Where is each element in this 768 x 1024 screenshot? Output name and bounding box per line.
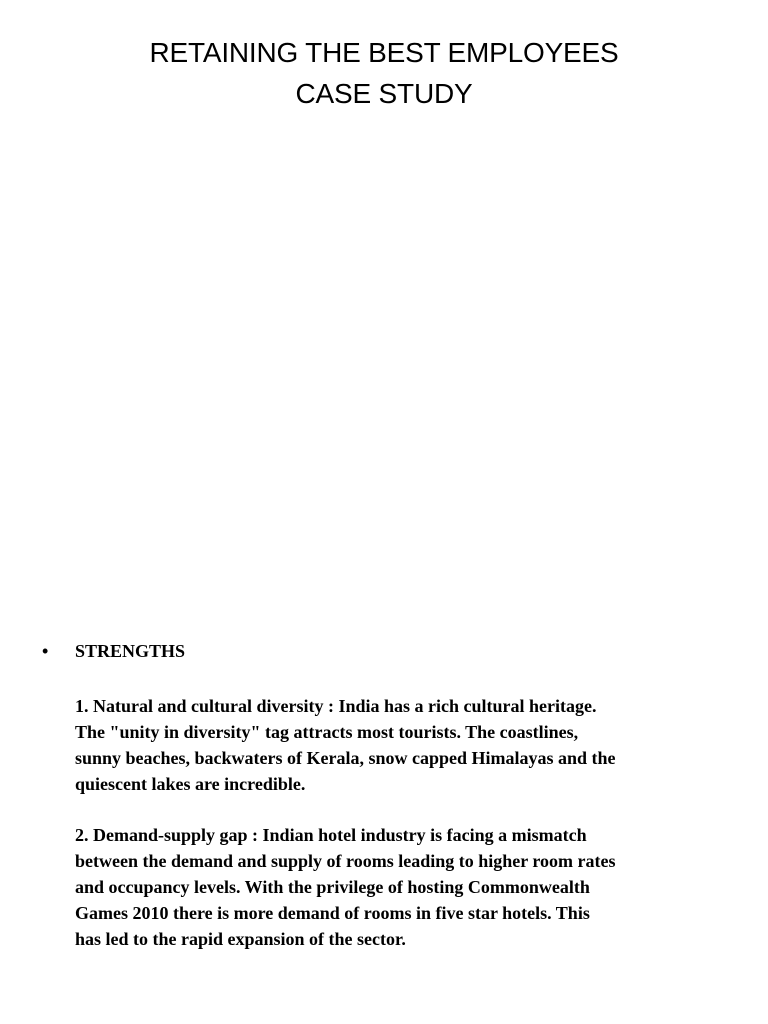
title-line-2: CASE STUDY [295,78,473,109]
paragraph-line: quiescent lakes are incredible. [75,774,306,794]
section-heading: STRENGTHS [75,641,186,661]
paragraph-line: Games 2010 there is more demand of rooms in five star hotels. This [75,903,590,923]
paragraph-line: 1. Natural and cultural diversity : India has a rich cultural heritage. [75,696,597,716]
bullet-icon: • [42,641,49,661]
page-title [0,32,768,114]
paragraph-line: has led to the rapid expansion of the sector. [75,929,406,949]
paragraph-natural-cultural-diversity [0,693,735,797]
paragraph-demand-supply-gap [0,822,735,952]
paragraph-line: and occupancy levels. With the privilege of hosting Commonwealth [75,877,590,897]
paragraph-line: between the demand and supply of rooms leading to higher room rates [75,851,616,871]
paragraph-line: 2. Demand-supply gap : Indian hotel industry is facing a mismatch [75,825,587,845]
paragraph-line: The "unity in diversity" tag attracts most tourists. The coastlines, [75,722,579,742]
paragraph-line: sunny beaches, backwaters of Kerala, snow capped Himalayas and the [75,748,616,768]
bullet-item [0,638,768,664]
strengths-section [0,638,768,952]
title-line-1: RETAINING THE BEST EMPLOYEES [149,37,619,68]
